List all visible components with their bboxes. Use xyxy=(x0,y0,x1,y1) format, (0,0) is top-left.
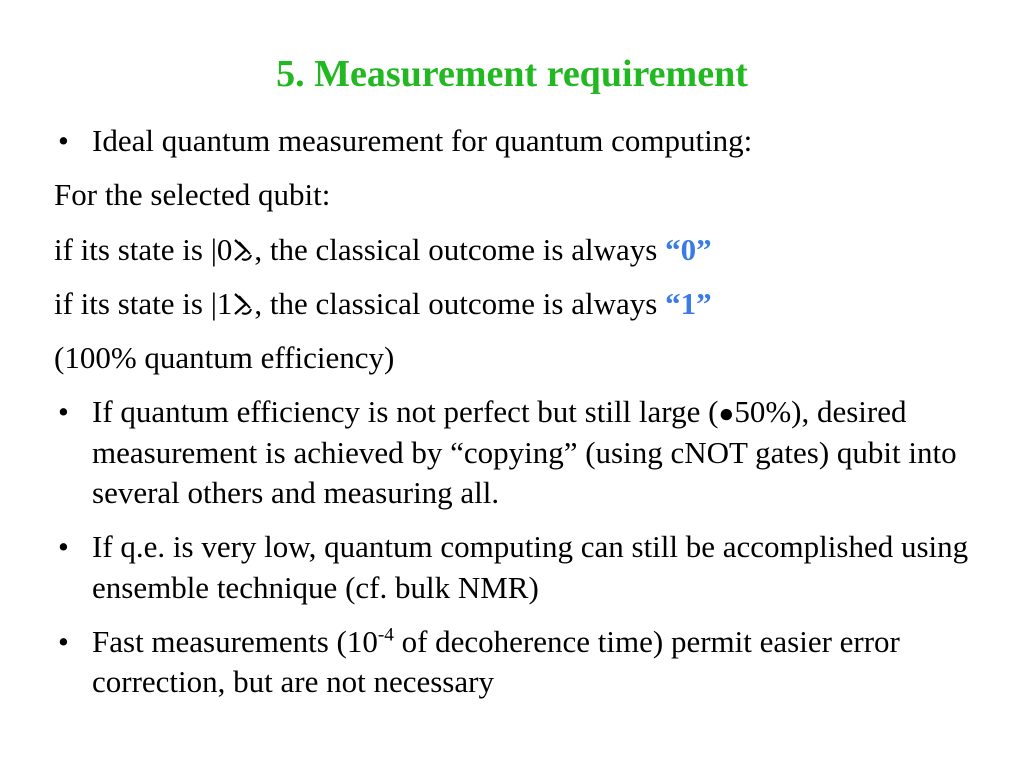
slide-title-text: 5. Measurement requirement xyxy=(276,53,748,95)
line-efficiency-note xyxy=(54,338,994,378)
ket-close-icon xyxy=(232,233,254,259)
line-state-zero xyxy=(54,230,994,270)
efficiency-note-text: (100% quantum efficiency) xyxy=(54,340,395,376)
slide-title xyxy=(0,52,1024,98)
bullet-dot: • xyxy=(58,623,69,659)
state-zero-middle: , the classical outcome is always xyxy=(254,231,666,267)
bullet-low-efficiency xyxy=(54,527,994,608)
bullet-dot: • xyxy=(58,123,69,158)
bullet-imperfect-efficiency xyxy=(54,392,994,513)
state-zero-prefix: if its state is |0 xyxy=(54,231,233,267)
bullet-imperfect-efficiency-text-b: 50%), desired measurement is achieved by “copying” (using cNOT gates) qubit into several others and measuring all. xyxy=(92,394,957,511)
line-state-one xyxy=(54,284,994,324)
bullet-low-efficiency-text: If q.e. is very low, quantum computing can still be accomplished using ensemble technique (cf. bulk NMR) xyxy=(92,529,969,605)
exponent-superscript: -4 xyxy=(377,624,394,646)
bullet-imperfect-efficiency-text-a: If quantum efficiency is not perfect but still large ( xyxy=(92,394,719,430)
approx-symbol-icon: ● xyxy=(718,399,735,429)
bullet-ideal-measurement xyxy=(54,121,994,161)
bullet-fast-measurements xyxy=(54,622,994,703)
state-zero-outcome: “0” xyxy=(665,231,712,267)
bullet-fast-measurements-text-b: of decoherence time) permit easier error correction, but are not necessary xyxy=(92,623,900,700)
line-selected-qubit-text: For the selected qubit: xyxy=(54,177,331,213)
slide-body xyxy=(54,121,994,703)
state-one-prefix: if its state is |1 xyxy=(54,285,233,321)
state-one-outcome: “1” xyxy=(665,285,712,321)
bullet-dot: • xyxy=(58,394,69,430)
ket-close-icon xyxy=(232,287,254,313)
bullet-ideal-measurement-text: Ideal quantum measurement for quantum computing: xyxy=(92,123,753,158)
state-one-middle: , the classical outcome is always xyxy=(254,285,666,321)
bullet-fast-measurements-text-a: Fast measurements (10 xyxy=(92,623,378,659)
line-selected-qubit xyxy=(54,175,994,215)
bullet-dot: • xyxy=(58,529,69,565)
